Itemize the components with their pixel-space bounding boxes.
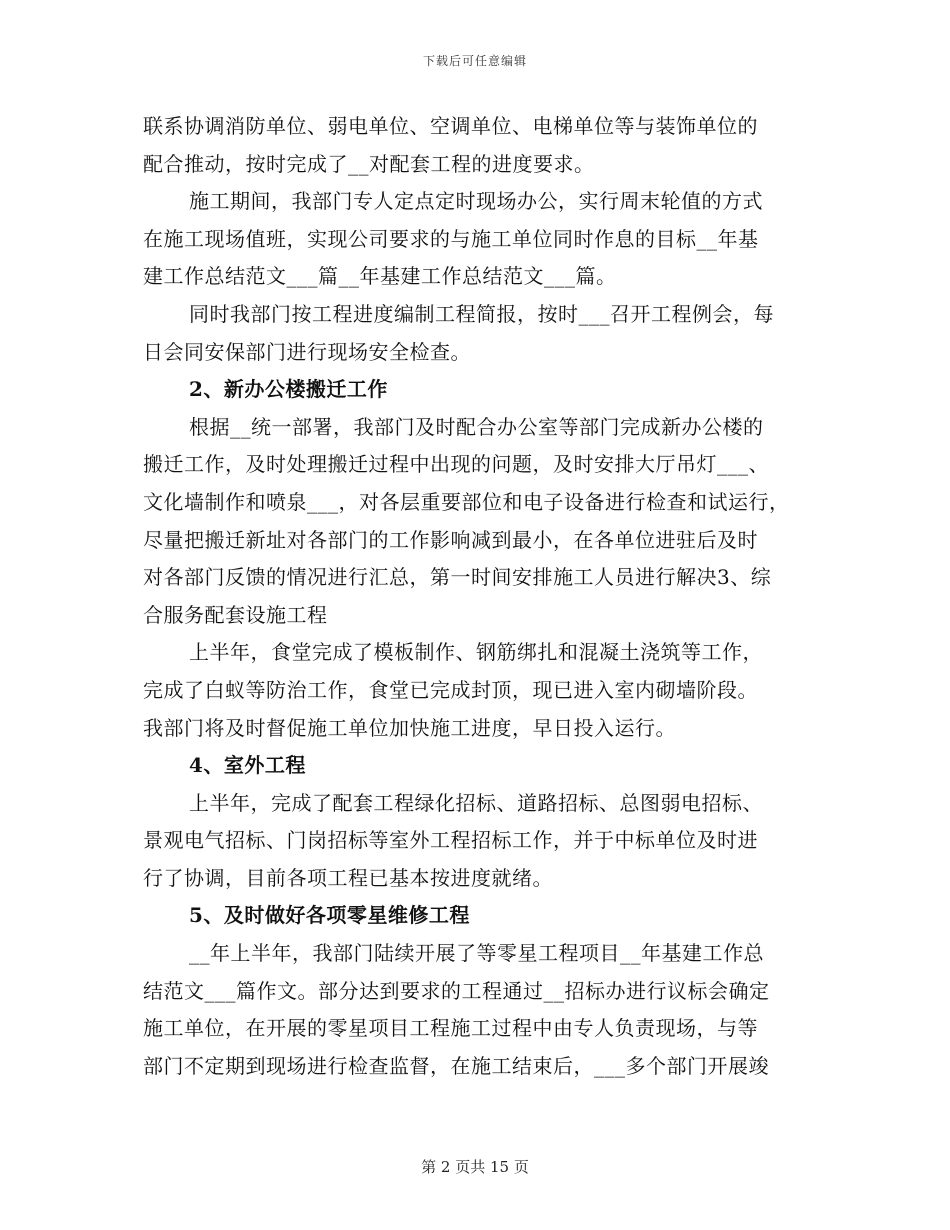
- paragraph-line: 尽量把搬迁新址对各部门的工作影响减到最小，在各单位进驻后及时: [143, 527, 758, 552]
- paragraph-line: 完成了白蚁等防治工作，食堂已完成封顶，现已进入室内砌墙阶段。: [143, 677, 758, 702]
- paragraph-line: 建工作总结范文___篇__年基建工作总结范文___篇。: [143, 264, 617, 289]
- paragraph-line: 上半年，完成了配套工程绿化招标、道路招标、总图弱电招标、: [189, 790, 763, 815]
- paragraph-line: 根据__统一部署，我部门及时配合办公室等部门完成新办公楼的: [189, 414, 764, 439]
- paragraph-line: 日会同安保部门进行现场安全检查。: [143, 339, 471, 364]
- paragraph-line: __年上半年，我部门陆续开展了等零星工程项目__年基建工作总: [189, 941, 764, 966]
- paragraph-line: 景观电气招标、门岗招标等室外工程招标工作，并于中标单位及时进: [143, 828, 758, 853]
- paragraph-line: 结范文___篇作文。部分达到要求的工程通过__招标办进行议标会确定: [143, 978, 770, 1003]
- page-footer: 第 2 页共 15 页: [421, 1158, 529, 1176]
- paragraph-line: 同时我部门按工程进度编制工程简报，按时___召开工程例会，每: [189, 301, 774, 326]
- paragraph-line: 联系协调消防单位、弱电单位、空调单位、电梯单位等与装饰单位的: [143, 114, 758, 138]
- paragraph-line: 搬迁工作，及时处理搬迁过程中出现的问题，及时安排大厅吊灯___、: [143, 452, 769, 477]
- section-heading: 5、及时做好各项零星维修工程: [189, 903, 470, 928]
- paragraph-line: 对各部门反馈的情况进行汇总，第一时间安排施工人员进行解决3、综: [143, 565, 772, 590]
- paragraph-line: 文化墙制作和喷泉___，对各层重要部位和电子设备进行检查和试运行，: [143, 489, 790, 514]
- paragraph-line: 行了协调，目前各项工程已基本按进度就绪。: [143, 865, 553, 890]
- page-header: 下载后可任意编辑: [422, 54, 527, 68]
- paragraph-line: 配合推动，按时完成了__对配套工程的进度要求。: [143, 151, 595, 176]
- paragraph-line: 施工期间，我部门专人定点定时现场办公，实行周末轮值的方式: [189, 189, 763, 214]
- document-body: [143, 108, 809, 1085]
- paragraph-line: 在施工现场值班，实现公司要求的与施工单位同时作息的目标__年基: [143, 226, 759, 251]
- section-heading: 2、新办公楼搬迁工作: [189, 377, 388, 402]
- paragraph-line: 上半年，食堂完成了模板制作、钢筋绑扎和混凝土浇筑等工作，: [189, 640, 763, 665]
- section-heading: 4、室外工程: [189, 753, 306, 778]
- paragraph-line: 施工单位，在开展的零星项目工程施工过程中由专人负责现场，与等: [143, 1016, 758, 1041]
- paragraph-line: 部门不定期到现场进行检查监督，在施工结束后，___多个部门开展竣: [143, 1053, 769, 1078]
- paragraph-line: 合服务配套设施工程: [143, 602, 328, 627]
- paragraph-line: 我部门将及时督促施工单位加快施工进度，早日投入运行。: [143, 715, 676, 740]
